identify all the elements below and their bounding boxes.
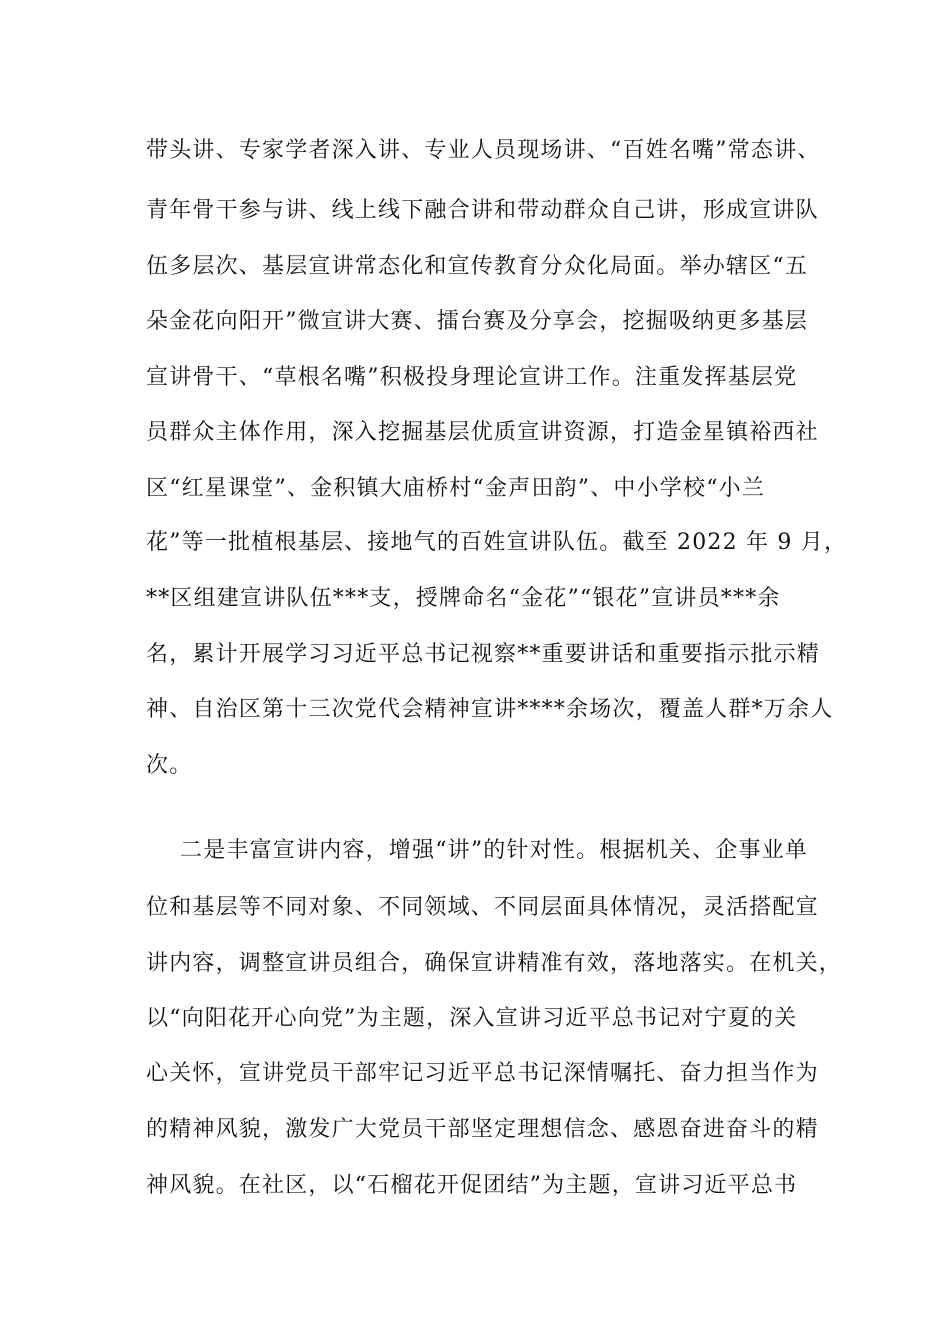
paragraph-1-line-6: 员群众主体作用，深入挖掘基层优质宣讲资源，打造金星镇裕西社 bbox=[146, 420, 819, 445]
paragraph-2-line-4: 以“向阳花开心向党”为主题，深入宣讲习近平总书记对宁夏的关 bbox=[146, 1006, 798, 1031]
paragraph-1-line-1: 带头讲、专家学者深入讲、专业人员现场讲、“百姓名嘴”常态讲、 bbox=[146, 138, 821, 163]
paragraph-1-line-4: 朵金花向阳开”微宣讲大赛、擂台赛及分享会，挖掘吸纳更多基层 bbox=[146, 309, 809, 334]
paragraph-2-line-1: 二是丰富宣讲内容，增强“讲”的针对性。根据机关、企事业单 bbox=[180, 838, 809, 863]
paragraph-2-line-5: 心关怀，宣讲党员干部牢记习近平总书记深情嘱托、奋力担当作为 bbox=[146, 1061, 819, 1086]
paragraph-1-line-10: 名，累计开展学习习近平总书记视察**重要讲话和重要指示批示精 bbox=[146, 642, 821, 667]
paragraph-1-line-3: 伍多层次、基层宣讲常态化和宣传教育分众化局面。举办辖区“五 bbox=[146, 254, 809, 279]
paragraph-1-line-2: 青年骨干参与讲、线上线下融合讲和带动群众自己讲，形成宣讲队 bbox=[146, 198, 819, 223]
paragraph-1-line-11: 神、自治区第十三次党代会精神宣讲****余场次，覆盖人群*万余人 bbox=[146, 697, 834, 722]
paragraph-2-line-2: 位和基层等不同对象、不同领域、不同层面具体情况，灵活搭配宣 bbox=[146, 895, 819, 920]
paragraph-1-line-9: **区组建宣讲队伍***支，授牌命名“金花”“银花”宣讲员***余 bbox=[146, 586, 781, 611]
paragraph-1-line-12: 次。 bbox=[146, 753, 193, 778]
paragraph-2-line-6: 的精神风貌，激发广大党员干部坚定理想信念、感恩奋进奋斗的精 bbox=[146, 1117, 819, 1142]
paragraph-1-line-5: 宣讲骨干、“草根名嘴”积极投身理论宣讲工作。注重发挥基层党 bbox=[146, 365, 798, 390]
paragraph-1-line-7: 区“红星课堂”、金积镇大庙桥村“金声田韵”、中小学校“小兰 bbox=[146, 476, 766, 501]
paragraph-2-line-7: 神风貌。在社区，以“石榴花开促团结”为主题，宣讲习近平总书 bbox=[146, 1173, 798, 1198]
paragraph-1-line-8: 花”等一批植根基层、接地气的百姓宣讲队伍。截至 2022 年 9 月， bbox=[146, 530, 848, 555]
paragraph-2-line-3: 讲内容，调整宣讲员组合，确保宣讲精准有效，落地落实。在机关， bbox=[146, 951, 843, 976]
